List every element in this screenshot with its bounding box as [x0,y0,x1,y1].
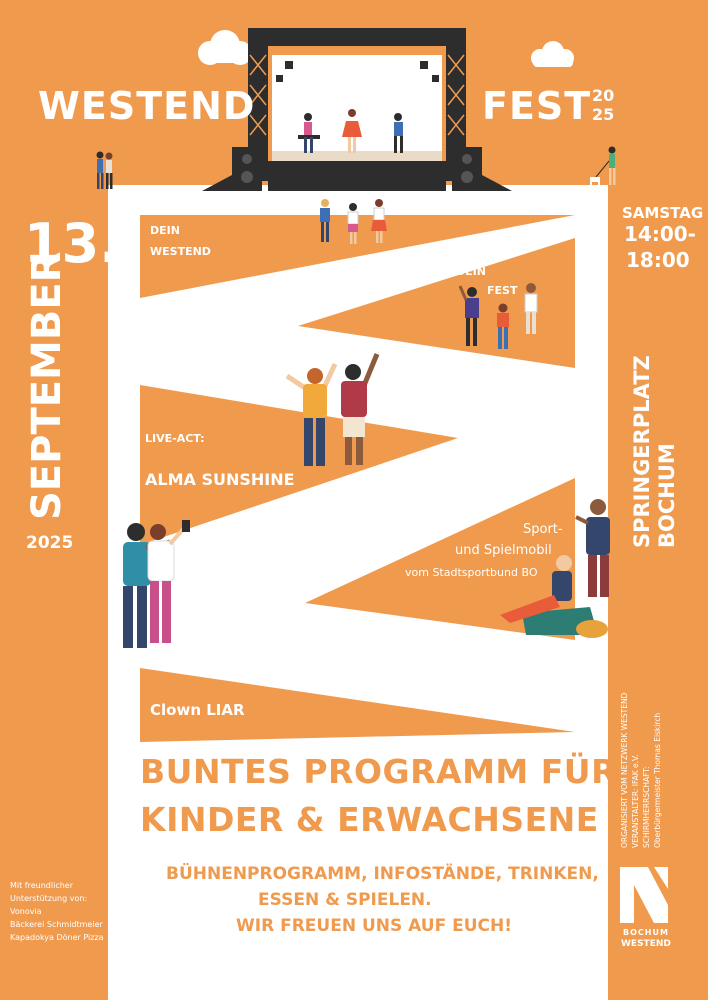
bochum-westend-logo-icon [618,865,670,925]
dein-westend-line2: WESTEND [150,245,211,258]
time-start: 14:00- [624,222,696,246]
logo-line2: WESTEND [621,939,671,949]
title-year-bottom: 25 [592,105,615,124]
logo-line1: BOCHUM [623,928,669,937]
title-fest: FEST [482,84,592,128]
program-sub-line3: WIR FREUEN UNS AUF EUCH! [236,916,513,936]
picnic-people-icon [480,495,625,640]
selfie-couple-icon [118,518,196,653]
title-year-top: 20 [592,86,615,105]
organizer-line2: VERANSTALTER: IFAK e.V. [631,754,640,848]
program-headline-line2: KINDER & ERWACHSENE [140,800,599,839]
live-act-label: LIVE-ACT: [145,432,205,445]
time-end: 18:00 [626,248,690,272]
date-year: 2025 [26,533,74,553]
sponsor-item: Kapadokya Döner Pizza [10,933,104,942]
program-sub-line2: ESSEN & SPIELEN. [258,890,432,910]
sponsor-item: Bäckerei Schmidtmeier [10,920,103,929]
organizer-line1: ORGANISIERT VOM NETZWERK WESTEND [620,692,629,848]
clown-label: Clown LIAR [150,701,245,719]
dein-fest-line1: DEIN [456,265,486,278]
program-headline-line1: BUNTES PROGRAMM FÜR [140,752,617,791]
date-month: SEPTEMBER [24,251,70,520]
cheering-couple-icon [283,350,383,470]
dein-westend-line1: DEIN [150,224,180,237]
organizer-line3: SCHIRMHERRSCHAFT: [642,766,651,848]
organizer-line4: Oberbürgermeister Thomas Eiskirch [653,712,662,848]
sponsor-item: Vonovia [10,907,42,916]
sport-line3: vom Stadtsportbund BO [405,566,538,579]
dein-fest-line2: FEST [487,284,518,297]
sport-line2: und Spielmobil [455,543,552,558]
dancers-top-icon [315,195,395,247]
sponsors-intro-line2: Unterstützung von: [10,894,88,903]
program-sub-line1: BÜHNENPROGRAMM, INFOSTÄNDE, TRINKEN, [166,864,599,884]
location-line2: BOCHUM [655,443,679,548]
dog-walker-icon [588,145,624,187]
cloud-right-icon [525,40,580,70]
live-act-name: ALMA SUNSHINE [145,470,295,489]
dancers-middle-icon [458,278,548,353]
date-day: 13. [24,212,120,275]
location-line1: SPRINGERPLATZ [630,355,654,548]
sponsors-intro-line1: Mit freundlicher [10,881,73,890]
title-westend: WESTEND [38,84,256,128]
sport-line1: Sport- [523,522,563,537]
time-weekday: SAMSTAG [622,204,704,222]
couple-figure-icon [92,150,116,192]
